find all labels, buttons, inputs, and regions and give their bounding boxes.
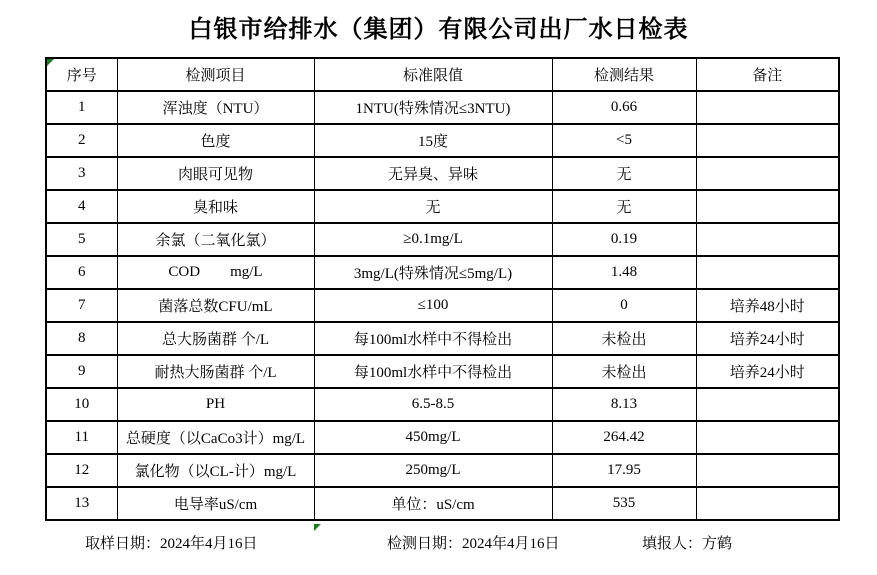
table-cell: 浑浊度（NTU）	[117, 91, 314, 124]
table-cell: 无	[552, 157, 696, 190]
table-cell	[696, 487, 839, 520]
testing-date	[387, 532, 560, 553]
table-row	[46, 223, 839, 256]
table-cell: 15度	[314, 124, 552, 157]
table-cell: 臭和味	[117, 190, 314, 223]
table-row	[46, 124, 839, 157]
table-cell	[696, 388, 839, 421]
table-cell: 250mg/L	[314, 454, 552, 487]
table-row	[46, 190, 839, 223]
table-cell: 无异臭、异味	[314, 157, 552, 190]
sampling-date	[85, 532, 258, 553]
table-cell: 10	[46, 388, 117, 421]
table-cell: ≤100	[314, 289, 552, 322]
table-cell: 色度	[117, 124, 314, 157]
table-cell	[696, 454, 839, 487]
table-cell: 单位：uS/cm	[314, 487, 552, 520]
table-cell: 无	[314, 190, 552, 223]
table-cell: 0	[552, 289, 696, 322]
table-cell	[696, 190, 839, 223]
table-cell: 6	[46, 256, 117, 289]
table-cell: 8	[46, 322, 117, 355]
reporter-label: 填报人：	[642, 536, 703, 552]
table-row	[46, 388, 839, 421]
column-header: 备注	[696, 58, 839, 91]
table-cell: 535	[552, 487, 696, 520]
table-cell: 3	[46, 157, 117, 190]
table-row	[46, 487, 839, 520]
table-cell: ≥0.1mg/L	[314, 223, 552, 256]
header-row	[46, 58, 839, 91]
table-cell: 电导率uS/cm	[117, 487, 314, 520]
table-cell: 13	[46, 487, 117, 520]
table-cell: PH	[117, 388, 314, 421]
table-cell: 培养48小时	[696, 289, 839, 322]
table-cell: 每100ml水样中不得检出	[314, 322, 552, 355]
water-quality-table	[45, 57, 840, 521]
table-cell: <5	[552, 124, 696, 157]
table-cell: 未检出	[552, 322, 696, 355]
table-cell: 9	[46, 355, 117, 388]
table-cell: 培养24小时	[696, 322, 839, 355]
table-cell: 1NTU(特殊情况≤3NTU)	[314, 91, 552, 124]
table-cell: 11	[46, 421, 117, 454]
table-row	[46, 157, 839, 190]
table-cell: 5	[46, 223, 117, 256]
reporter-value: 方鹤	[702, 536, 733, 552]
table-cell	[696, 124, 839, 157]
table-cell: 4	[46, 190, 117, 223]
column-header: 标准限值	[314, 58, 552, 91]
table-cell: 8.13	[552, 388, 696, 421]
table-cell: 264.42	[552, 421, 696, 454]
table-row	[46, 91, 839, 124]
table-row	[46, 355, 839, 388]
table-cell: 3mg/L(特殊情况≤5mg/L)	[314, 256, 552, 289]
table-cell: 17.95	[552, 454, 696, 487]
table-cell: 0.66	[552, 91, 696, 124]
sampling-date-label: 取样日期：	[85, 536, 161, 552]
table-cell: 2	[46, 124, 117, 157]
table-cell: 余氯（二氧化氯）	[117, 223, 314, 256]
table-row	[46, 289, 839, 322]
table-cell: 1	[46, 91, 117, 124]
table-cell: 总硬度（以CaCo3计）mg/L	[117, 421, 314, 454]
table-cell: 12	[46, 454, 117, 487]
column-header: 检测结果	[552, 58, 696, 91]
table-cell: 总大肠菌群 个/L	[117, 322, 314, 355]
table-row	[46, 454, 839, 487]
table-row	[46, 421, 839, 454]
table-row	[46, 322, 839, 355]
table-cell: 7	[46, 289, 117, 322]
table-cell: 每100ml水样中不得检出	[314, 355, 552, 388]
table-cell: 无	[552, 190, 696, 223]
table-cell: 培养24小时	[696, 355, 839, 388]
testing-date-label: 检测日期：	[387, 536, 463, 552]
table-cell	[696, 223, 839, 256]
table-row	[46, 256, 839, 289]
table-cell	[696, 256, 839, 289]
table-cell: 0.19	[552, 223, 696, 256]
table-cell: 450mg/L	[314, 421, 552, 454]
sampling-date-value: 2024年4月16日	[160, 536, 258, 552]
testing-date-value: 2024年4月16日	[462, 536, 560, 552]
table-cell	[696, 157, 839, 190]
column-header: 检测项目	[117, 58, 314, 91]
table-cell: COD mg/L	[117, 256, 314, 289]
table-cell	[696, 91, 839, 124]
table-cell: 肉眼可见物	[117, 157, 314, 190]
table-cell: 未检出	[552, 355, 696, 388]
table-cell: 6.5-8.5	[314, 388, 552, 421]
table-cell: 1.48	[552, 256, 696, 289]
table-cell: 氯化物（以CL-计）mg/L	[117, 454, 314, 487]
table-body	[46, 91, 839, 520]
page-title: 白银市给排水（集团）有限公司出厂水日检表	[188, 15, 689, 43]
table-cell: 耐热大肠菌群 个/L	[117, 355, 314, 388]
excel-error-marker-icon	[314, 524, 321, 531]
table-cell: 菌落总数CFU/mL	[117, 289, 314, 322]
reporter	[642, 532, 732, 553]
table-cell	[696, 421, 839, 454]
column-header: 序号	[46, 58, 117, 91]
